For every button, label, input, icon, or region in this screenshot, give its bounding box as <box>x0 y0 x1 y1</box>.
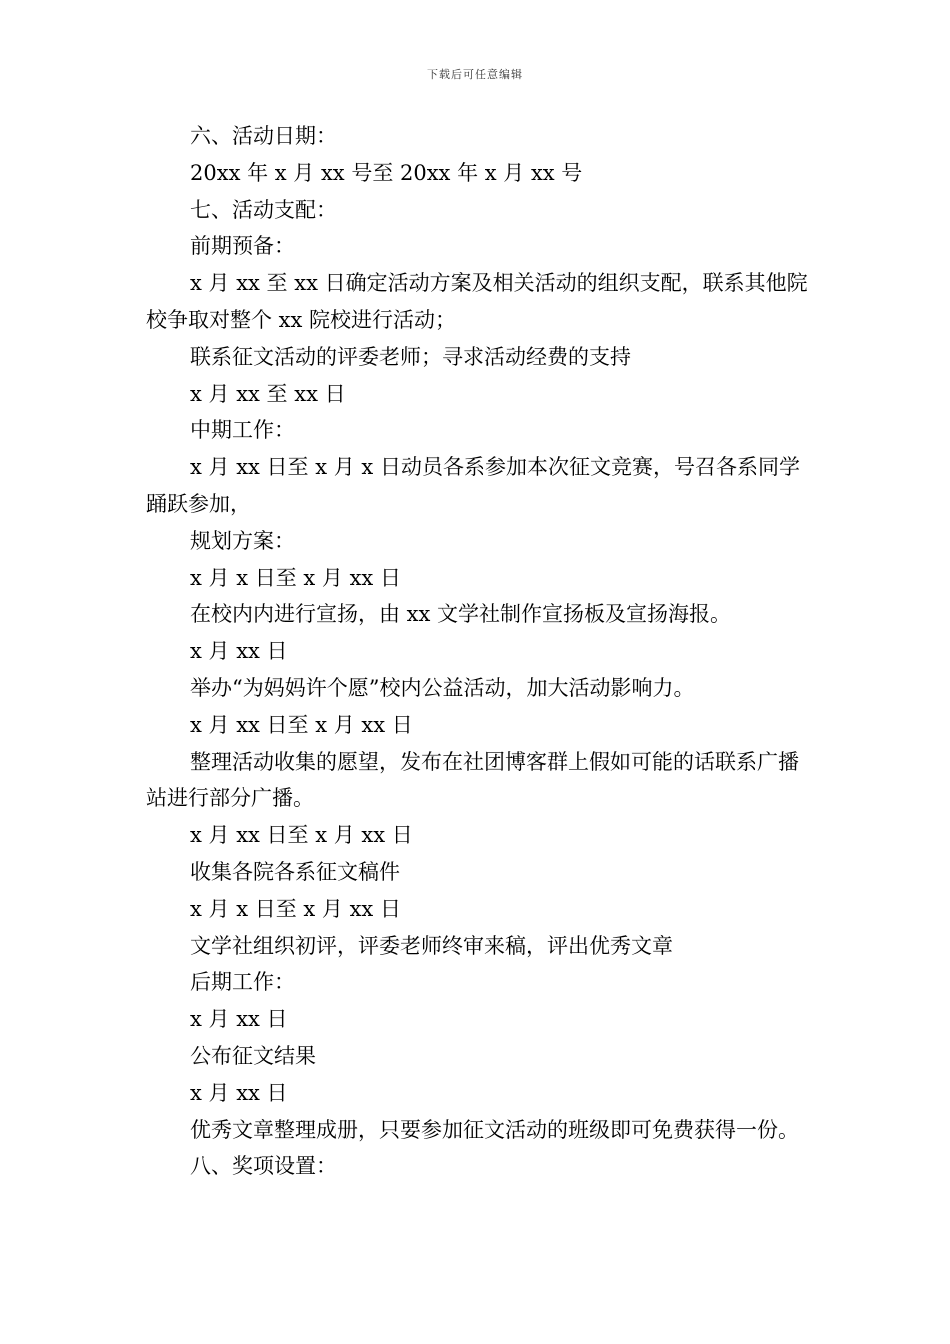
paragraph: x 月 xx 至 xx 日确定活动方案及相关活动的组织支配，联系其他院校争取对整个 xx 院校进行活动； <box>146 271 808 332</box>
date-line: x 月 x 日至 x 月 xx 日 <box>190 896 401 921</box>
paragraph: x 月 xx 日至 x 月 x 日动员各系参加本次征文竞赛，号召各系同学踊跃参加， <box>146 455 800 516</box>
date-line: x 月 xx 日至 x 月 xx 日 <box>190 823 413 848</box>
date-line: x 月 x 日至 x 月 xx 日 <box>190 565 401 590</box>
paragraph: 优秀文章整理成册，只要参加征文活动的班级即可免费获得一份。 <box>190 1117 799 1142</box>
paragraph: 在校内内进行宣扬，由 xx 文学社制作宣扬板及宣扬海报。 <box>190 602 732 627</box>
paragraph: 整理活动收集的愿望，发布在社团博客群上假如可能的话联系广播站进行部分广播。 <box>146 749 799 811</box>
date-line: x 月 xx 日 <box>190 1080 288 1105</box>
paragraph: 联系征文活动的评委老师；寻求活动经费的支持 <box>190 344 631 369</box>
date-line: x 月 xx 至 xx 日 <box>190 381 346 406</box>
section-heading-date: 六、活动日期： <box>190 124 337 148</box>
subheading-later-work: 后期工作： <box>190 970 295 995</box>
date-line: x 月 xx 日 <box>190 639 288 664</box>
paragraph: 文学社组织初评，评委老师终审来稿，评出优秀文章 <box>190 933 673 958</box>
paragraph: 收集各院各系征文稿件 <box>190 859 400 884</box>
paragraph: 举办“为妈妈许个愿”校内公益活动，加大活动影响力。 <box>190 675 695 700</box>
section-heading-arrangement: 七、活动支配： <box>190 197 337 222</box>
subheading-preparation: 前期预备： <box>190 234 295 259</box>
activity-date-range: 20xx 年 x 月 xx 号至 20xx 年 x 月 xx 号 <box>190 160 583 185</box>
date-line: x 月 xx 日 <box>190 1007 288 1032</box>
document-body <box>146 118 814 1185</box>
date-line: x 月 xx 日至 x 月 xx 日 <box>190 712 413 737</box>
page-header: 下载后可任意编辑 <box>427 68 523 81</box>
subheading-plan: 规划方案： <box>190 528 295 553</box>
section-heading-awards: 八、奖项设置： <box>190 1154 337 1179</box>
paragraph: 公布征文结果 <box>190 1043 316 1068</box>
subheading-midterm: 中期工作： <box>190 418 295 443</box>
